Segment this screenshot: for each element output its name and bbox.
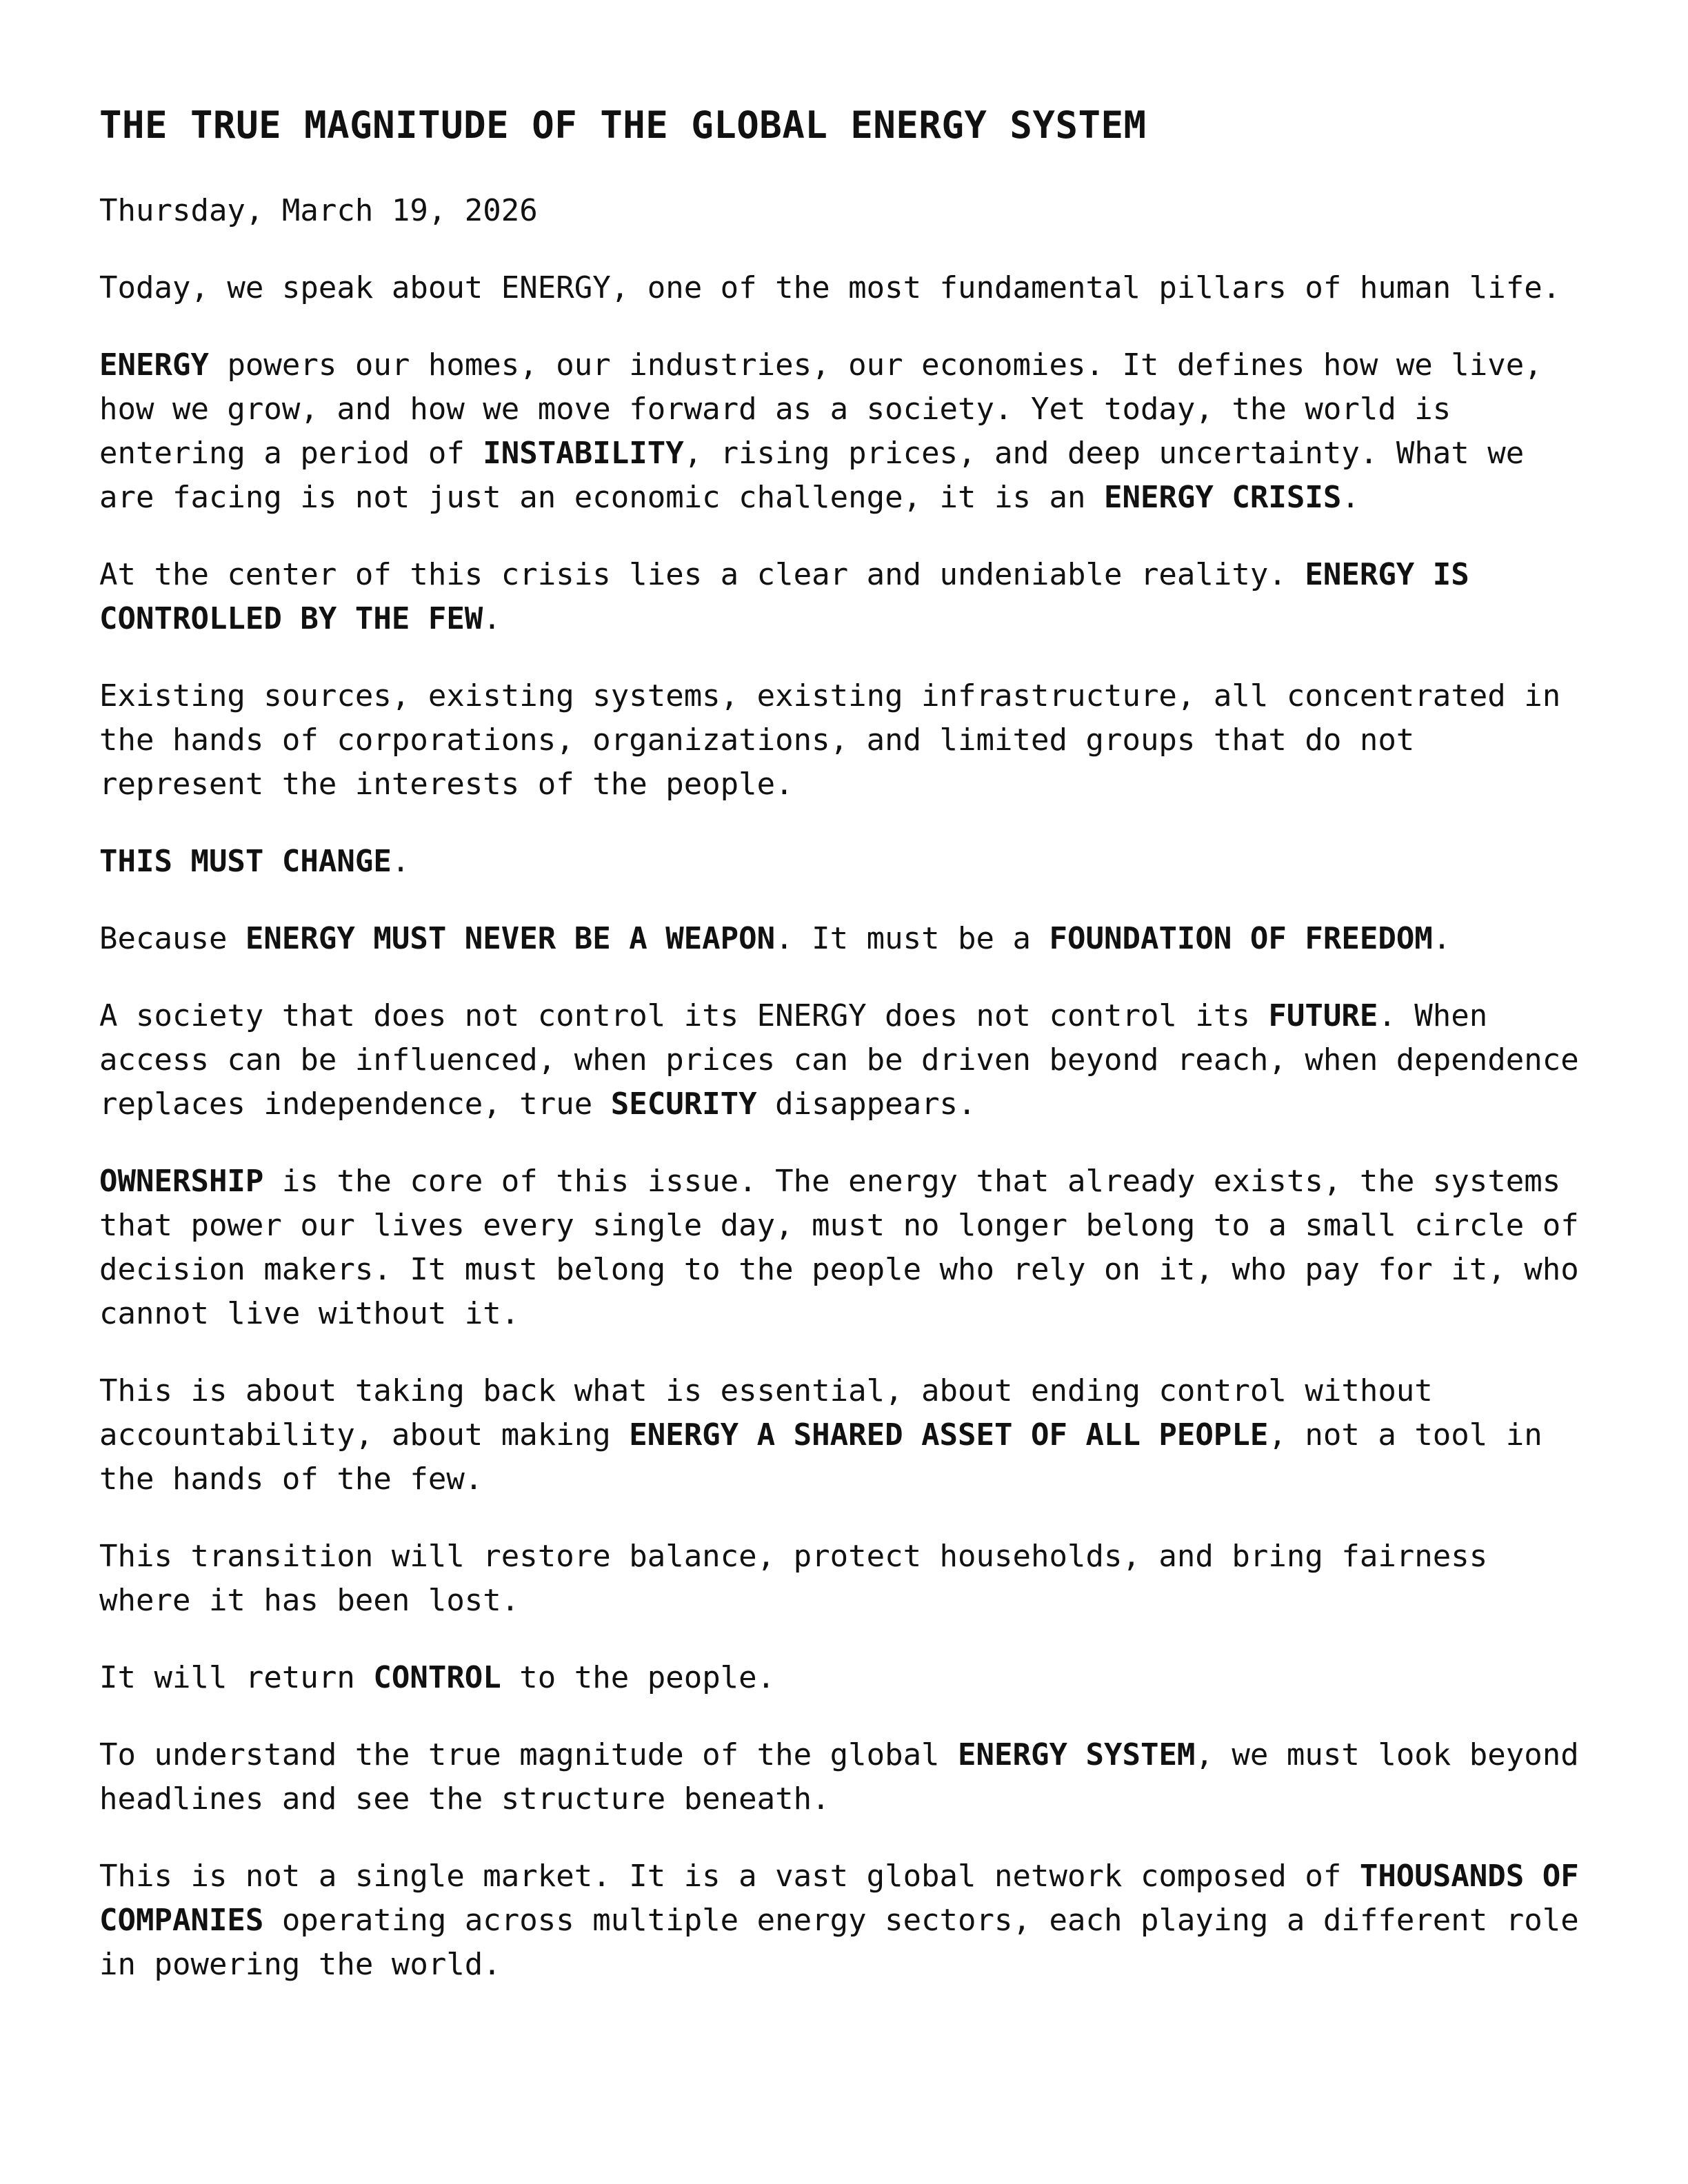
paragraph-text: A society that does not control its ENERGY does not control its [99,998,1269,1033]
body-paragraph [99,266,1591,310]
paragraph-text: Today, we speak about ENERGY, one of the most fundamental pillars of human life. [99,270,1561,305]
paragraph-text: disappears. [756,1086,976,1122]
paragraph-text: . [391,844,410,879]
emphasized-text: ENERGY MUST NEVER BE A WEAPON [245,921,776,956]
paragraph-text: This transition will restore balance, protect households, and bring fairness where it has been lost. [99,1539,1488,1618]
paragraph-text: , not a tool in the hands of the few. [99,1417,1543,1497]
paragraph-text: Because [99,921,245,956]
emphasized-text: THIS MUST CHANGE [99,844,392,879]
emphasized-text: FUTURE [1268,998,1378,1033]
paragraph-text: to the people. [501,1660,776,1695]
paragraph-text: powers our homes, our industries, our economies. It defines how we live, how we grow, and how we move forward as a society. Yet today, the world is entering a period of [99,347,1543,471]
emphasized-text: INSTABILITY [483,436,684,471]
paragraph-text: , we must look beyond headlines and see the structure beneath. [99,1737,1579,1817]
document-date: Thursday, March 19, 2026 [99,193,538,228]
emphasized-text: OWNERSHIP [99,1164,264,1199]
paragraph-text: Existing sources, existing systems, existing infrastructure, all concentrated in the hands of corporations, organizations, and limited groups that do not represent the interests of the people. [99,678,1561,802]
body-paragraph [99,994,1591,1126]
document-title: THE TRUE MAGNITUDE OF THE GLOBAL ENERGY SYSTEM [99,103,1147,147]
paragraph-text: is the core of this issue. The energy that already exists, the systems that power our lives every single day, must no longer belong to a small circle of decision makers. It must belong to the people who rely on it, who pay for it, who cannot live without it. [99,1164,1579,1331]
paragraph-text: , rising prices, and deep uncertainty. What we are facing is not just an economic challenge, it is an [99,436,1525,515]
document-body [99,266,1591,1987]
body-paragraph [99,1656,1591,1700]
emphasized-text: THOUSANDS OF COMPANIES [99,1859,1579,1938]
body-paragraph [99,1535,1591,1623]
body-paragraph [99,343,1591,520]
paragraph-text: . It must be a [775,921,1049,956]
paragraph-text: It will return [99,1660,374,1695]
paragraph-text: To understand the true magnitude of the global [99,1737,958,1772]
paragraph-text: . [483,601,501,636]
paragraph-text: . When access can be influenced, when prices can be driven beyond reach, when dependence replaces independence, true [99,998,1579,1122]
emphasized-text: ENERGY A SHARED ASSET OF ALL PEOPLE [629,1417,1269,1453]
emphasized-text: ENERGY CRISIS [1103,480,1342,515]
paragraph-text: At the center of this crisis lies a clear and undeniable reality. [99,557,1305,592]
body-paragraph [99,840,1591,884]
emphasized-text: SECURITY [610,1086,757,1122]
body-paragraph [99,1369,1591,1502]
paragraph-text: This is not a single market. It is a vast global network composed of [99,1859,1360,1894]
emphasized-text: FOUNDATION OF FREEDOM [1049,921,1433,956]
paragraph-text: This is about taking back what is essential, about ending control without accountability, about making [99,1373,1433,1453]
emphasized-text: ENERGY IS CONTROLLED BY THE FEW [99,557,1469,636]
emphasized-text: ENERGY [99,347,209,383]
body-paragraph [99,1854,1591,1987]
paragraph-text: operating across multiple energy sectors, each playing a different role in powering the world. [99,1903,1579,1982]
body-paragraph [99,553,1591,641]
emphasized-text: ENERGY SYSTEM [958,1737,1196,1772]
body-paragraph [99,674,1591,807]
paragraph-text: . [1341,480,1360,515]
paragraph-text: . [1432,921,1451,956]
body-paragraph [99,1160,1591,1336]
emphasized-text: CONTROL [373,1660,501,1695]
body-paragraph [99,1733,1591,1821]
body-paragraph [99,917,1591,961]
